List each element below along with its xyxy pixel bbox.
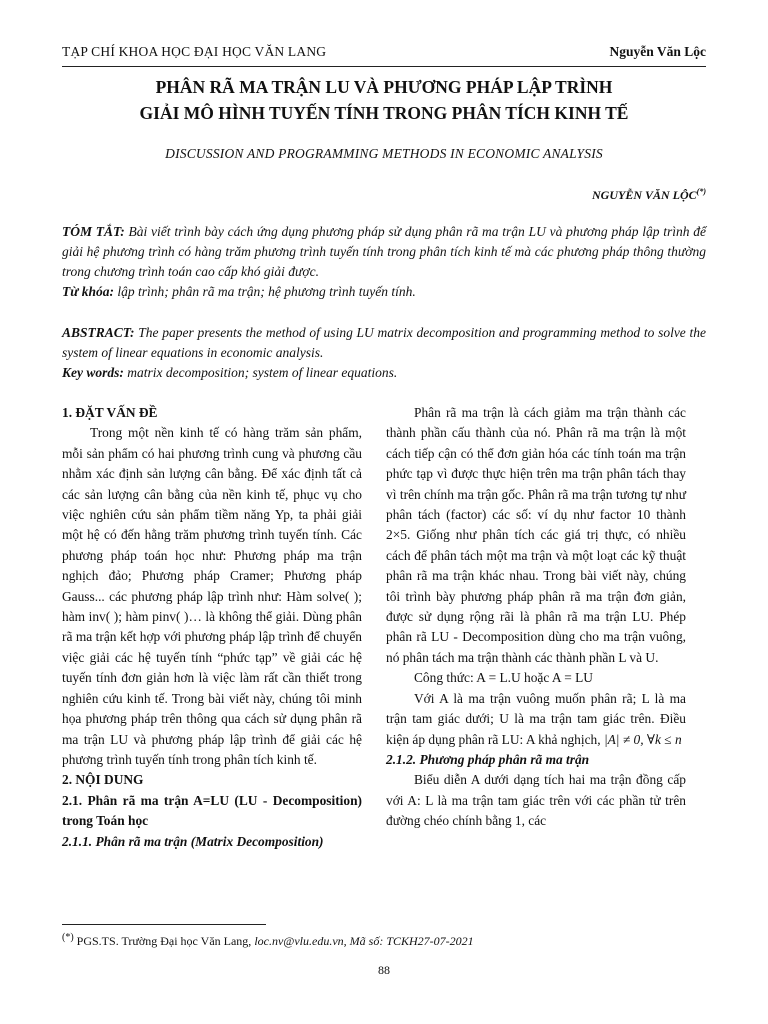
keywords-vi-label: Từ khóa: xyxy=(62,284,114,299)
footnote-email: loc.nv@vlu.edu.vn, Mã số: TCKH27-07-2021 xyxy=(254,934,474,948)
subsection-heading-2-1: 2.1. Phân rã ma trận A=LU (LU - Decomposition) trong Toán học xyxy=(62,792,362,829)
abstract-vi-text: Bài viết trình bày cách ứng dụng phương pháp sử dụng phân rã ma trận LU và phương pháp lập trình để giải hệ phương trình có hàng trăm phương trình tuyến tính trong phân tích kinh tế mà các phương pháp thông thường trong chương trình toán cao cấp khó giải được. xyxy=(62,224,707,279)
footnote-affiliation: PGS.TS. Trường Đại học Văn Lang, xyxy=(76,934,252,948)
abstract-vi xyxy=(62,222,706,302)
footnote xyxy=(62,932,474,949)
footnote-mark: (*) xyxy=(62,932,74,943)
keywords-en-text: matrix decomposition; system of linear equations. xyxy=(127,365,398,380)
header-author: Nguyễn Văn Lộc xyxy=(609,44,706,59)
english-title: DISCUSSION AND PROGRAMMING METHODS IN ECONOMIC ANALYSIS xyxy=(165,146,603,161)
method-paragraph: Biểu diễn A dưới dạng tích hai ma trận đồng cấp với A: L là ma trận tam giác trên với các phần tử trên đường chéo chính bằng 1, các xyxy=(386,772,686,829)
section-heading-intro: 1. ĐẶT VẤN ĐỀ xyxy=(62,405,158,420)
subsection-heading-2-1-2: 2.1.2. Phương pháp phân rã ma trận xyxy=(386,751,590,767)
condition-formula: |A| ≠ 0, ∀k ≤ n xyxy=(603,731,682,747)
right-column xyxy=(386,403,686,832)
intro-paragraph: Trong một nền kinh tế có hàng trăm sản phẩm, mỗi sản phẩm có hai phương trình cung và phương cầu nhằm xác định sản lượng cân bằng. Để xác định tất cả các sản lượng cân bằng của nền kinh tế, phục vụ cho việc nghiên cứu sản phẩm tiềm năng Yp, ta phải giải một hệ có đến hằng trăm phương trình tuyến tính. Các phương pháp toán học như: Phương pháp ma trận nghịch đảo; Phương pháp Cramer; Phương pháp Gauss... các phương pháp lập trình như: Hàm solve( ); hàm inv( ); hàm pinv( )… là không thể giải. Dùng phân rã ma trận kết hợp với phương pháp lập trình để chuyển việc giải các hệ tuyến tính “phức tạp” về giải các hệ tuyến tính đơn giản hơn là việc làm rất cần thiết trong nghiên cứu kinh tế. Trong bài viết này, chúng tôi minh họa phương pháp trên thông qua cách sử dụng phân rã ma trận LU và phương pháp lập trình để giải các hệ phương trình tuyến tính trong phân tích kinh tế. xyxy=(62,425,362,767)
author-mark: (*) xyxy=(696,187,706,196)
keywords-en-label: Key words: xyxy=(62,365,124,380)
paper-title xyxy=(62,74,706,126)
title-line-2: GIẢI MÔ HÌNH TUYẾN TÍNH TRONG PHÂN TÍCH KINH TẾ xyxy=(139,103,629,123)
author-name: NGUYỄN VĂN LỘC xyxy=(592,188,697,202)
keywords-vi-text: lập trình; phân rã ma trận; hệ phương trình tuyến tính. xyxy=(117,284,416,299)
decomposition-paragraph: Phân rã ma trận là cách giảm ma trận thành các thành phần cấu thành của nó. Phân rã ma trận là một cách tiếp cận có thể đơn giản hóa các tính toán ma trận phức tạp vì được thực hiện trên ma trận phân tách thay vì trên chính ma trận gốc. Phân rã ma trận tương tự như phân tách (factor) các số: ví dụ như factor 10 thành 2×5. Giống như phân tích các giá trị thực, có nhiều cách để phân tách một ma trận và một loạt các kỹ thuật phân rã ma trận khác nhau. Trong bài viết này, chúng tôi trình bày phương pháp phân rã ma trận đơn giản, được sử dụng rộng rãi là phân rã ma trận LU. Phép phân rã LU - Decomposition dùng cho ma trận vuông, nó phân tách ma trận thành các thành phần L và U. xyxy=(386,405,686,665)
footnote-divider xyxy=(62,924,266,925)
section-heading-content: 2. NỘI DUNG xyxy=(62,772,144,788)
page-number: 88 xyxy=(378,963,390,977)
header-divider xyxy=(62,66,706,67)
abstract-en-label: ABSTRACT: xyxy=(62,325,135,340)
author-line xyxy=(592,187,706,203)
definition-paragraph xyxy=(386,689,686,750)
definition-text: Với A là ma trận vuông muốn phân rã; L là ma trận tam giác dưới; U là ma trận tam giác trên. Điều kiện áp dụng phân rã LU: A khả nghịch, xyxy=(386,690,686,747)
formula-line: Công thức: A = L.U hoặc A = LU xyxy=(414,670,593,686)
abstract-en xyxy=(62,323,706,383)
journal-name: TẠP CHÍ KHOA HỌC ĐẠI HỌC VĂN LANG xyxy=(62,44,327,59)
subsection-heading-2-1-1: 2.1.1. Phân rã ma trận (Matrix Decomposition) xyxy=(62,833,324,849)
title-line-1: PHÂN RÃ MA TRẬN LU VÀ PHƯƠNG PHÁP LẬP TRÌNH xyxy=(155,77,613,97)
left-column xyxy=(62,403,362,852)
abstract-vi-label: TÓM TẮT: xyxy=(62,224,125,239)
abstract-en-text: The paper presents the method of using LU matrix decomposition and programming method to solve the system of linear equations in economic analysis. xyxy=(62,325,707,360)
